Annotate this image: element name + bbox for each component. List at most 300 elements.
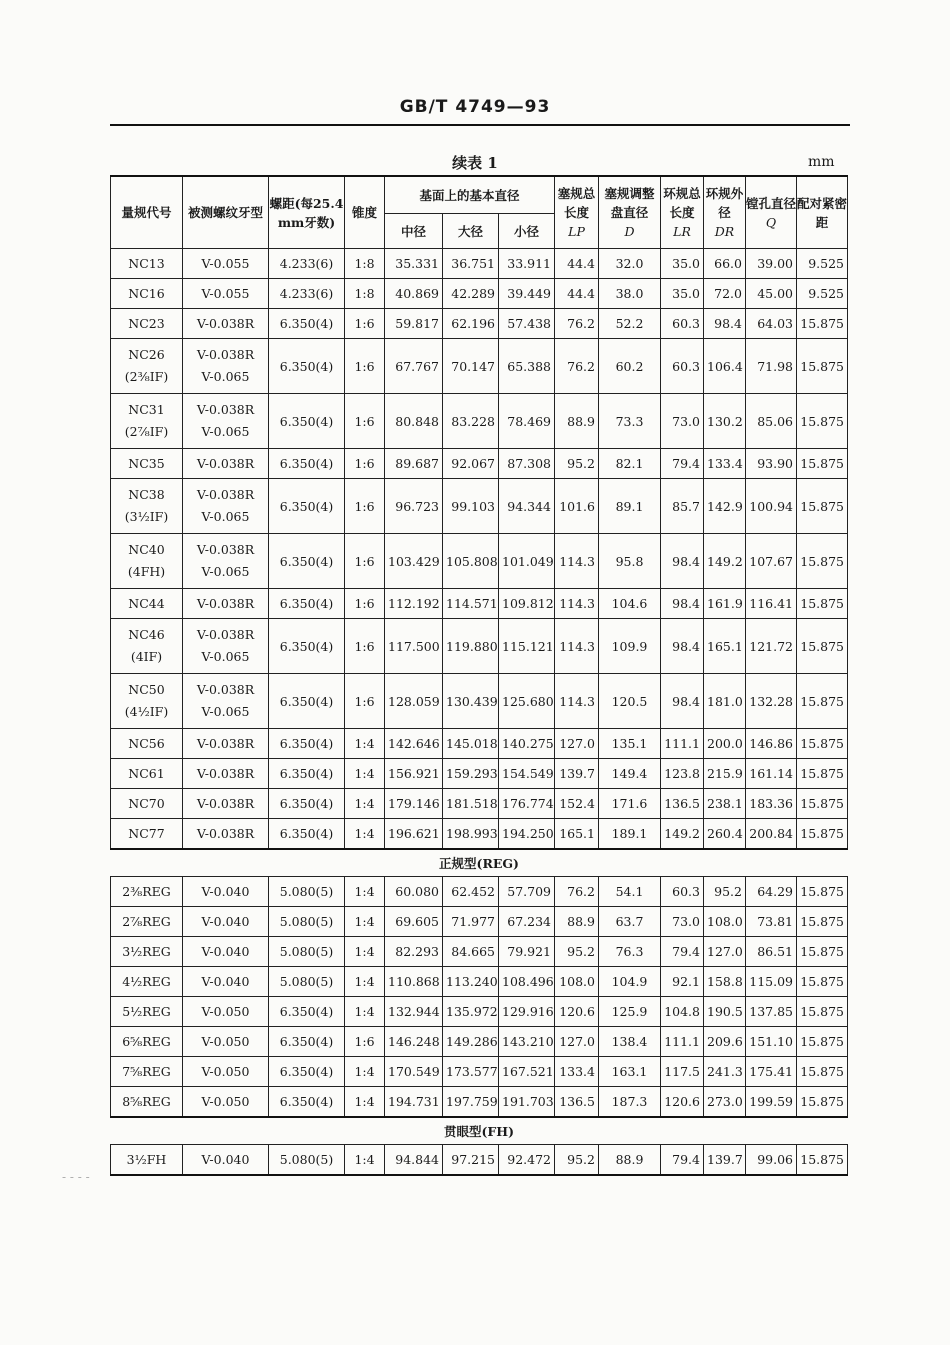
cell-minor-diameter: 78.469 xyxy=(499,394,555,449)
cell-counterbore-diameter: 137.85 xyxy=(746,997,797,1027)
cell-minor-diameter: 65.388 xyxy=(499,339,555,394)
table-row xyxy=(111,907,848,937)
cell-major-diameter: 197.759 xyxy=(443,1087,499,1118)
cell-taper: 1:4 xyxy=(345,937,385,967)
thread-form-line: V-0.038R xyxy=(196,542,255,557)
cell-thread-form xyxy=(183,729,269,759)
cell-gauge-code xyxy=(111,997,183,1027)
cell-counterbore-diameter: 86.51 xyxy=(746,937,797,967)
cell-gauge-code xyxy=(111,619,183,674)
cell-taper: 1:4 xyxy=(345,997,385,1027)
cell-standoff: 15.875 xyxy=(797,394,848,449)
thread-form-line: V-0.050 xyxy=(201,1063,250,1079)
cell-plug-length: 114.3 xyxy=(555,674,599,729)
cell-minor-diameter: 191.703 xyxy=(499,1087,555,1118)
thread-form-line: V-0.040 xyxy=(201,883,250,899)
gauge-code-line: NC40 xyxy=(128,542,165,557)
cell-plug-disk-diameter: 32.0 xyxy=(599,249,661,279)
cell-pitch: 4.233(6) xyxy=(269,279,345,309)
cell-minor-diameter: 143.210 xyxy=(499,1027,555,1057)
cell-pitch: 6.350(4) xyxy=(269,589,345,619)
cell-minor-diameter: 33.911 xyxy=(499,249,555,279)
cell-major-diameter: 92.067 xyxy=(443,449,499,479)
cell-major-diameter: 71.977 xyxy=(443,907,499,937)
gauge-code-line: NC61 xyxy=(128,765,165,781)
cell-taper: 1:6 xyxy=(345,534,385,589)
cell-gauge-code xyxy=(111,279,183,309)
section-header-row xyxy=(111,1117,848,1145)
cell-pitch-diameter: 60.080 xyxy=(385,877,443,907)
cell-counterbore-diameter: 85.06 xyxy=(746,394,797,449)
cell-counterbore-diameter: 115.09 xyxy=(746,967,797,997)
cell-taper: 1:6 xyxy=(345,309,385,339)
cell-gauge-code xyxy=(111,589,183,619)
section-title: 正规型(REG) xyxy=(111,849,848,877)
table-row xyxy=(111,479,848,534)
cell-minor-diameter: 167.521 xyxy=(499,1057,555,1087)
cell-plug-disk-diameter: 82.1 xyxy=(599,449,661,479)
gauge-code-line: 3½REG xyxy=(122,943,171,959)
cell-ring-outer-diameter: 130.2 xyxy=(704,394,746,449)
cell-major-diameter: 70.147 xyxy=(443,339,499,394)
cell-taper: 1:6 xyxy=(345,674,385,729)
cell-major-diameter: 97.215 xyxy=(443,1145,499,1176)
cell-pitch: 5.080(5) xyxy=(269,877,345,907)
cell-taper: 1:4 xyxy=(345,907,385,937)
cell-taper: 1:4 xyxy=(345,1145,385,1176)
gauge-code-line: NC31 xyxy=(128,402,165,417)
cell-thread-form xyxy=(183,534,269,589)
gauge-code-line: NC56 xyxy=(128,735,165,751)
cell-minor-diameter: 87.308 xyxy=(499,449,555,479)
gauge-code-line: 7⅝REG xyxy=(122,1063,171,1079)
cell-standoff: 15.875 xyxy=(797,819,848,850)
cell-pitch: 6.350(4) xyxy=(269,534,345,589)
table-row xyxy=(111,1145,848,1176)
table-row xyxy=(111,1027,848,1057)
cell-gauge-code xyxy=(111,449,183,479)
cell-minor-diameter: 92.472 xyxy=(499,1145,555,1176)
cell-pitch-diameter: 179.146 xyxy=(385,789,443,819)
cell-ring-length: 98.4 xyxy=(661,534,704,589)
gauge-code-line: 2⅜REG xyxy=(122,883,171,899)
cell-pitch: 6.350(4) xyxy=(269,619,345,674)
cell-ring-length: 79.4 xyxy=(661,937,704,967)
thread-form-line: V-0.050 xyxy=(201,1093,250,1109)
gauge-code-line: NC50 xyxy=(128,682,165,697)
cell-ring-length: 117.5 xyxy=(661,1057,704,1087)
cell-taper: 1:6 xyxy=(345,479,385,534)
cell-plug-disk-diameter: 60.2 xyxy=(599,339,661,394)
thread-form-line: V-0.038R xyxy=(196,627,255,642)
col-header-counterbore-diameter-symbol: Q xyxy=(765,214,777,230)
cell-gauge-code xyxy=(111,479,183,534)
cell-plug-disk-diameter: 73.3 xyxy=(599,394,661,449)
cell-ring-outer-diameter: 95.2 xyxy=(704,877,746,907)
cell-pitch: 5.080(5) xyxy=(269,907,345,937)
table-row xyxy=(111,729,848,759)
cell-counterbore-diameter: 199.59 xyxy=(746,1087,797,1118)
col-header-pitch-diameter: 中径 xyxy=(385,214,443,249)
cell-thread-form xyxy=(183,1145,269,1176)
cell-plug-disk-diameter: 149.4 xyxy=(599,759,661,789)
cell-major-diameter: 181.518 xyxy=(443,789,499,819)
table-row xyxy=(111,619,848,674)
cell-counterbore-diameter: 64.29 xyxy=(746,877,797,907)
cell-thread-form xyxy=(183,967,269,997)
thread-form-line: V-0.038R xyxy=(196,402,255,417)
cell-major-diameter: 114.571 xyxy=(443,589,499,619)
cell-standoff: 15.875 xyxy=(797,589,848,619)
cell-thread-form xyxy=(183,789,269,819)
section-title: 贯眼型(FH) xyxy=(111,1117,848,1145)
cell-standoff: 15.875 xyxy=(797,907,848,937)
cell-ring-length: 92.1 xyxy=(661,967,704,997)
cell-pitch-diameter: 170.549 xyxy=(385,1057,443,1087)
cell-plug-disk-diameter: 138.4 xyxy=(599,1027,661,1057)
cell-pitch: 6.350(4) xyxy=(269,1057,345,1087)
gauge-code-line: 5½REG xyxy=(122,1003,171,1019)
cell-plug-length: 76.2 xyxy=(555,339,599,394)
cell-ring-length: 79.4 xyxy=(661,449,704,479)
cell-pitch-diameter: 82.293 xyxy=(385,937,443,967)
section-header-row xyxy=(111,849,848,877)
gauge-code-line: (4½IF) xyxy=(124,704,169,719)
cell-pitch: 6.350(4) xyxy=(269,339,345,394)
cell-standoff: 15.875 xyxy=(797,1057,848,1087)
gauge-code-line: (2⅞IF) xyxy=(124,424,169,439)
cell-pitch: 6.350(4) xyxy=(269,759,345,789)
cell-counterbore-diameter: 175.41 xyxy=(746,1057,797,1087)
cell-standoff: 15.875 xyxy=(797,339,848,394)
col-header-standoff: 配对紧密距 xyxy=(797,176,848,249)
cell-standoff: 15.875 xyxy=(797,449,848,479)
cell-gauge-code xyxy=(111,789,183,819)
gauge-code-line: NC13 xyxy=(128,255,165,271)
header-rule xyxy=(110,124,850,126)
cell-ring-length: 79.4 xyxy=(661,1145,704,1176)
cell-minor-diameter: 79.921 xyxy=(499,937,555,967)
col-header-plug-disk-diameter xyxy=(599,176,661,249)
cell-thread-form xyxy=(183,589,269,619)
cell-plug-disk-diameter: 189.1 xyxy=(599,819,661,850)
cell-pitch: 5.080(5) xyxy=(269,1145,345,1176)
thread-form-line: V-0.050 xyxy=(201,1033,250,1049)
cell-ring-length: 98.4 xyxy=(661,674,704,729)
cell-plug-disk-diameter: 38.0 xyxy=(599,279,661,309)
gauge-code-line: NC16 xyxy=(128,285,165,301)
cell-ring-outer-diameter: 98.4 xyxy=(704,309,746,339)
cell-plug-length: 95.2 xyxy=(555,937,599,967)
cell-plug-length: 76.2 xyxy=(555,309,599,339)
cell-major-diameter: 84.665 xyxy=(443,937,499,967)
cell-thread-form xyxy=(183,479,269,534)
cell-pitch-diameter: 142.646 xyxy=(385,729,443,759)
cell-gauge-code xyxy=(111,1057,183,1087)
cell-gauge-code xyxy=(111,249,183,279)
cell-taper: 1:4 xyxy=(345,1087,385,1118)
standard-number: GB/T 4749—93 xyxy=(399,97,551,117)
cell-taper: 1:6 xyxy=(345,394,385,449)
cell-thread-form xyxy=(183,339,269,394)
cell-ring-length: 98.4 xyxy=(661,589,704,619)
cell-minor-diameter: 129.916 xyxy=(499,997,555,1027)
cell-ring-length: 35.0 xyxy=(661,249,704,279)
cell-minor-diameter: 115.121 xyxy=(499,619,555,674)
cell-pitch-diameter: 128.059 xyxy=(385,674,443,729)
cell-standoff: 15.875 xyxy=(797,937,848,967)
cell-ring-outer-diameter: 165.1 xyxy=(704,619,746,674)
cell-gauge-code xyxy=(111,907,183,937)
cell-plug-length: 101.6 xyxy=(555,479,599,534)
cell-counterbore-diameter: 116.41 xyxy=(746,589,797,619)
cell-counterbore-diameter: 146.86 xyxy=(746,729,797,759)
cell-taper: 1:8 xyxy=(345,279,385,309)
cell-plug-length: 114.3 xyxy=(555,534,599,589)
cell-plug-disk-diameter: 76.3 xyxy=(599,937,661,967)
cell-plug-disk-diameter: 89.1 xyxy=(599,479,661,534)
cell-ring-length: 136.5 xyxy=(661,789,704,819)
cell-pitch: 6.350(4) xyxy=(269,449,345,479)
cell-major-diameter: 159.293 xyxy=(443,759,499,789)
thread-form-line: V-0.038R xyxy=(196,455,255,471)
cell-counterbore-diameter: 100.94 xyxy=(746,479,797,534)
cell-plug-length: 44.4 xyxy=(555,249,599,279)
cell-ring-length: 111.1 xyxy=(661,729,704,759)
cell-pitch: 4.233(6) xyxy=(269,249,345,279)
cell-plug-disk-diameter: 95.8 xyxy=(599,534,661,589)
cell-minor-diameter: 176.774 xyxy=(499,789,555,819)
col-header-thread-form: 被测螺纹牙型 xyxy=(183,176,269,249)
cell-pitch-diameter: 94.844 xyxy=(385,1145,443,1176)
cell-pitch-diameter: 146.248 xyxy=(385,1027,443,1057)
cell-pitch-diameter: 69.605 xyxy=(385,907,443,937)
cell-minor-diameter: 57.709 xyxy=(499,877,555,907)
cell-minor-diameter: 109.812 xyxy=(499,589,555,619)
gauge-code-line: (3½IF) xyxy=(124,509,169,524)
cell-pitch-diameter: 40.869 xyxy=(385,279,443,309)
cell-thread-form xyxy=(183,907,269,937)
thread-form-line: V-0.040 xyxy=(201,1151,250,1167)
cell-minor-diameter: 194.250 xyxy=(499,819,555,850)
cell-thread-form xyxy=(183,1057,269,1087)
col-header-minor-diameter: 小径 xyxy=(499,214,555,249)
cell-standoff: 15.875 xyxy=(797,674,848,729)
cell-minor-diameter: 57.438 xyxy=(499,309,555,339)
cell-thread-form xyxy=(183,279,269,309)
cell-pitch: 6.350(4) xyxy=(269,309,345,339)
cell-ring-outer-diameter: 66.0 xyxy=(704,249,746,279)
unit-label: mm xyxy=(808,154,835,170)
cell-gauge-code xyxy=(111,1087,183,1118)
cell-taper: 1:4 xyxy=(345,877,385,907)
thread-form-line: V-0.038R xyxy=(196,682,255,697)
cell-pitch: 5.080(5) xyxy=(269,967,345,997)
gauge-spec-table xyxy=(110,175,848,1176)
cell-ring-outer-diameter: 149.2 xyxy=(704,534,746,589)
cell-ring-outer-diameter: 273.0 xyxy=(704,1087,746,1118)
cell-taper: 1:4 xyxy=(345,967,385,997)
cell-pitch: 6.350(4) xyxy=(269,1027,345,1057)
cell-pitch-diameter: 35.331 xyxy=(385,249,443,279)
cell-major-diameter: 130.439 xyxy=(443,674,499,729)
cell-pitch: 6.350(4) xyxy=(269,394,345,449)
scan-mark: - - - - xyxy=(62,1170,90,1184)
cell-pitch-diameter: 112.192 xyxy=(385,589,443,619)
cell-ring-length: 35.0 xyxy=(661,279,704,309)
thread-form-line: V-0.065 xyxy=(201,424,250,439)
cell-standoff: 9.525 xyxy=(797,279,848,309)
cell-major-diameter: 83.228 xyxy=(443,394,499,449)
gauge-code-line: 2⅞REG xyxy=(122,913,171,929)
cell-counterbore-diameter: 121.72 xyxy=(746,619,797,674)
cell-pitch: 6.350(4) xyxy=(269,1087,345,1118)
cell-thread-form xyxy=(183,619,269,674)
cell-thread-form xyxy=(183,394,269,449)
cell-taper: 1:4 xyxy=(345,789,385,819)
thread-form-line: V-0.038R xyxy=(196,315,255,331)
col-header-ring-outer-diameter-symbol: DR xyxy=(714,224,735,239)
col-header-plug-length-label: 塞规总长度 xyxy=(557,186,596,220)
cell-ring-length: 60.3 xyxy=(661,339,704,394)
cell-ring-outer-diameter: 161.9 xyxy=(704,589,746,619)
col-header-ring-length-label: 环规总长度 xyxy=(663,186,701,220)
cell-counterbore-diameter: 99.06 xyxy=(746,1145,797,1176)
thread-form-line: V-0.065 xyxy=(201,509,250,524)
thread-form-line: V-0.038R xyxy=(196,487,255,502)
cell-pitch-diameter: 67.767 xyxy=(385,339,443,394)
cell-thread-form xyxy=(183,937,269,967)
cell-ring-length: 111.1 xyxy=(661,1027,704,1057)
cell-pitch-diameter: 110.868 xyxy=(385,967,443,997)
cell-minor-diameter: 101.049 xyxy=(499,534,555,589)
table-row xyxy=(111,967,848,997)
cell-plug-length: 165.1 xyxy=(555,819,599,850)
cell-ring-outer-diameter: 238.1 xyxy=(704,789,746,819)
cell-ring-length: 60.3 xyxy=(661,309,704,339)
col-header-ring-outer-diameter-label: 环规外径 xyxy=(705,186,744,220)
cell-pitch-diameter: 196.621 xyxy=(385,819,443,850)
cell-thread-form xyxy=(183,759,269,789)
cell-ring-outer-diameter: 158.8 xyxy=(704,967,746,997)
cell-gauge-code xyxy=(111,394,183,449)
cell-plug-length: 136.5 xyxy=(555,1087,599,1118)
gauge-code-line: 3½FH xyxy=(126,1151,167,1167)
cell-taper: 1:6 xyxy=(345,339,385,394)
cell-ring-length: 60.3 xyxy=(661,877,704,907)
cell-pitch: 6.350(4) xyxy=(269,479,345,534)
cell-minor-diameter: 140.275 xyxy=(499,729,555,759)
gauge-code-line: 6⅝REG xyxy=(122,1033,171,1049)
cell-counterbore-diameter: 200.84 xyxy=(746,819,797,850)
cell-thread-form xyxy=(183,819,269,850)
cell-ring-outer-diameter: 190.5 xyxy=(704,997,746,1027)
cell-plug-disk-diameter: 109.9 xyxy=(599,619,661,674)
cell-standoff: 15.875 xyxy=(797,479,848,534)
cell-standoff: 15.875 xyxy=(797,789,848,819)
cell-standoff: 15.875 xyxy=(797,1027,848,1057)
cell-counterbore-diameter: 71.98 xyxy=(746,339,797,394)
cell-pitch: 6.350(4) xyxy=(269,789,345,819)
cell-plug-length: 88.9 xyxy=(555,394,599,449)
cell-taper: 1:8 xyxy=(345,249,385,279)
thread-form-line: V-0.065 xyxy=(201,704,250,719)
cell-standoff: 15.875 xyxy=(797,534,848,589)
cell-thread-form xyxy=(183,449,269,479)
cell-major-diameter: 173.577 xyxy=(443,1057,499,1087)
table-row xyxy=(111,1057,848,1087)
cell-ring-length: 73.0 xyxy=(661,907,704,937)
col-header-gauge-code: 量规代号 xyxy=(111,176,183,249)
cell-major-diameter: 145.018 xyxy=(443,729,499,759)
gauge-code-line: NC38 xyxy=(128,487,165,502)
cell-counterbore-diameter: 93.90 xyxy=(746,449,797,479)
cell-major-diameter: 135.972 xyxy=(443,997,499,1027)
cell-ring-outer-diameter: 72.0 xyxy=(704,279,746,309)
thread-form-line: V-0.065 xyxy=(201,564,250,579)
cell-taper: 1:6 xyxy=(345,619,385,674)
cell-pitch-diameter: 103.429 xyxy=(385,534,443,589)
cell-gauge-code xyxy=(111,729,183,759)
cell-pitch-diameter: 117.500 xyxy=(385,619,443,674)
cell-pitch-diameter: 132.944 xyxy=(385,997,443,1027)
cell-plug-length: 127.0 xyxy=(555,729,599,759)
cell-counterbore-diameter: 73.81 xyxy=(746,907,797,937)
cell-taper: 1:4 xyxy=(345,1057,385,1087)
table-row xyxy=(111,674,848,729)
cell-gauge-code xyxy=(111,819,183,850)
col-header-counterbore-diameter-label: 镗孔直径 xyxy=(746,195,797,211)
cell-taper: 1:4 xyxy=(345,759,385,789)
cell-counterbore-diameter: 161.14 xyxy=(746,759,797,789)
thread-form-line: V-0.055 xyxy=(201,255,250,271)
col-header-basic-diameter: 基面上的基本直径 xyxy=(385,176,555,214)
cell-ring-outer-diameter: 215.9 xyxy=(704,759,746,789)
cell-minor-diameter: 154.549 xyxy=(499,759,555,789)
cell-plug-disk-diameter: 187.3 xyxy=(599,1087,661,1118)
cell-plug-length: 95.2 xyxy=(555,449,599,479)
table-row xyxy=(111,877,848,907)
cell-pitch-diameter: 156.921 xyxy=(385,759,443,789)
table-row xyxy=(111,789,848,819)
cell-major-diameter: 198.993 xyxy=(443,819,499,850)
cell-plug-length: 95.2 xyxy=(555,1145,599,1176)
cell-pitch: 6.350(4) xyxy=(269,819,345,850)
cell-ring-outer-diameter: 133.4 xyxy=(704,449,746,479)
cell-thread-form xyxy=(183,1087,269,1118)
cell-plug-disk-diameter: 52.2 xyxy=(599,309,661,339)
cell-plug-length: 139.7 xyxy=(555,759,599,789)
cell-standoff: 15.875 xyxy=(797,729,848,759)
thread-form-line: V-0.055 xyxy=(201,285,250,301)
cell-pitch-diameter: 194.731 xyxy=(385,1087,443,1118)
cell-pitch: 6.350(4) xyxy=(269,729,345,759)
col-header-ring-length-symbol: LR xyxy=(673,224,691,239)
cell-ring-outer-diameter: 106.4 xyxy=(704,339,746,394)
cell-plug-length: 152.4 xyxy=(555,789,599,819)
col-header-counterbore-diameter xyxy=(746,176,797,249)
cell-plug-length: 133.4 xyxy=(555,1057,599,1087)
thread-form-line: V-0.065 xyxy=(201,369,250,384)
cell-major-diameter: 36.751 xyxy=(443,249,499,279)
thread-form-line: V-0.038R xyxy=(196,347,255,362)
cell-pitch-diameter: 80.848 xyxy=(385,394,443,449)
thread-form-line: V-0.050 xyxy=(201,1003,250,1019)
cell-standoff: 15.875 xyxy=(797,877,848,907)
cell-major-diameter: 62.452 xyxy=(443,877,499,907)
cell-taper: 1:6 xyxy=(345,449,385,479)
cell-plug-length: 76.2 xyxy=(555,877,599,907)
